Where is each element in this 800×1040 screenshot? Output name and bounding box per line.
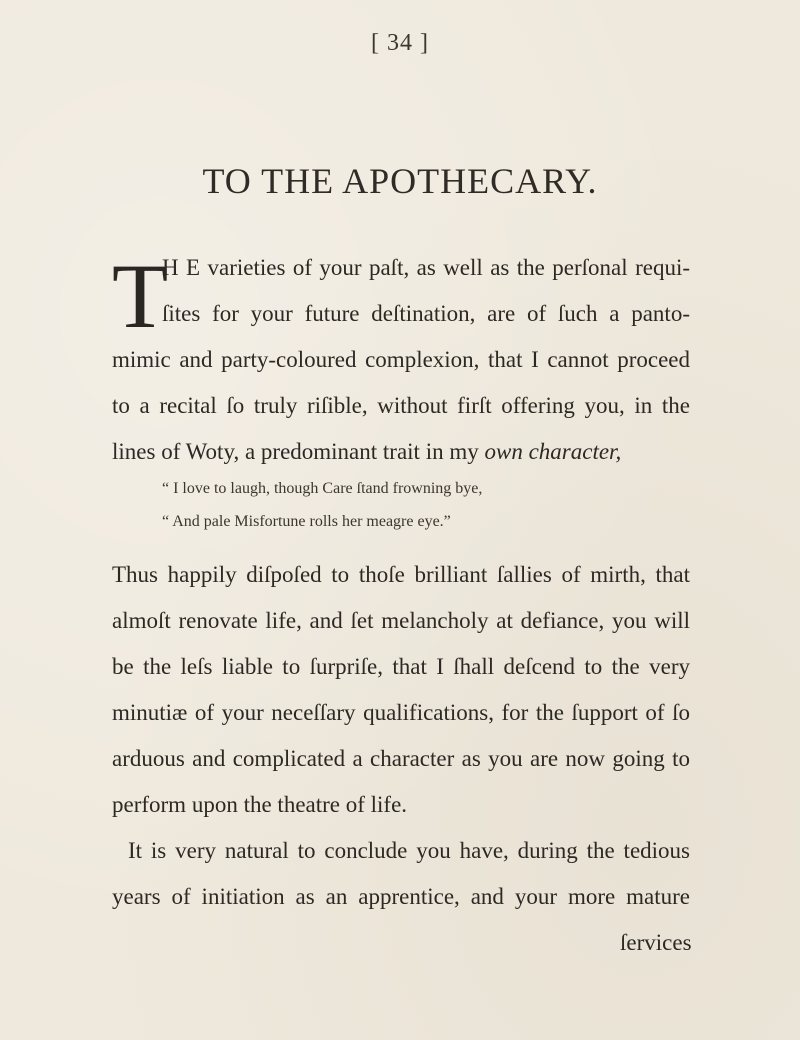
paragraph2-line3: be the leſs liable to ſurpriſe, that I ſhall deſcend to the very [112,654,690,679]
paragraph3-line2: years of initiation as an apprentice, and your more mature [112,884,690,909]
quote-line1: “ I love to laugh, though Care ſtand frowning bye, [162,480,483,497]
page-title: TO THE APOTHECARY. [202,161,598,201]
quote-line2: “ And pale Misfortune rolls her meagre eye.” [162,513,451,530]
paragraph1-line2: ſites for your future deſtination, are of ſuch a panto- [162,301,690,326]
paragraph1-line5 [112,429,690,475]
paragraph1-line5-italic: own character, [484,439,622,464]
paragraph3-line1: It is very natural to conclude you have, during the tedious [128,838,690,863]
paragraph1-line5-roman: lines of Woty, a predominant trait in my [112,439,485,464]
paragraph2-line1: Thus happily diſpoſed to thoſe brilliant ſallies of mirth, that [112,562,690,587]
paragraph1-line1: H E varieties of your paſt, as well as the perſonal requi- [162,255,690,280]
paragraph1-line4: to a recital ſo truly riſible, without firſt offering you, in the [112,393,690,418]
page-number: [ 34 ] [371,30,429,56]
drop-cap: T [112,245,169,347]
paragraph2-line4: minutiæ of your neceſſary qualifications, for the ſupport of ſo [112,700,690,725]
catchword: ſervices [620,930,692,955]
paragraph2-line2: almoſt renovate life, and ſet melancholy at defiance, you will [112,608,690,633]
paragraph2-line6: perform upon the theatre of life. [112,792,408,817]
paragraph2-line5: arduous and complicated a character as you are now going to [112,746,690,771]
paragraph1-line3: mimic and party-coloured complexion, that I cannot proceed [112,347,690,372]
